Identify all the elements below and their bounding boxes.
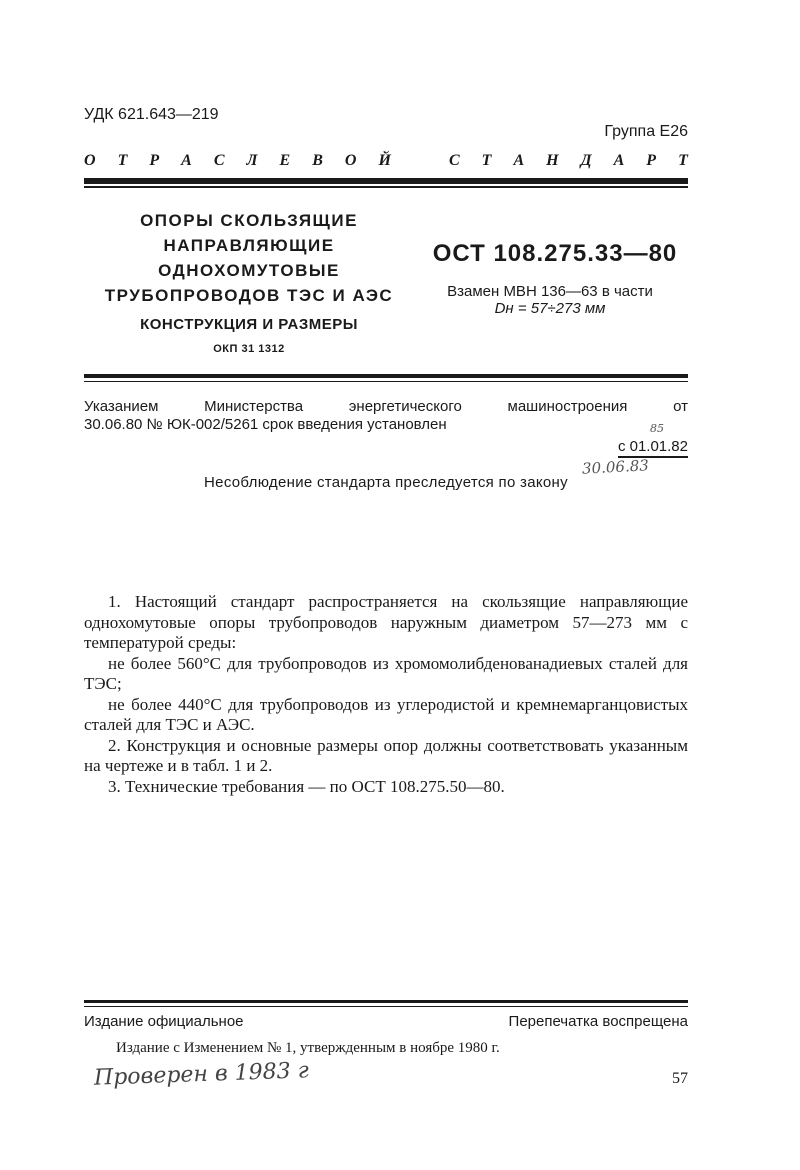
- decree-word: Министерства: [204, 398, 304, 415]
- banner-letter: Й: [378, 152, 391, 169]
- title-rule-thin: [84, 381, 688, 382]
- document-title-block: [84, 208, 414, 362]
- footer-rule-thick: [84, 1000, 688, 1003]
- body-paragraph: не более 560°С для трубопроводов из хромомолибденованадиевых сталей для ТЭС;: [84, 653, 688, 693]
- reprint-prohibited-label: Перепечатка воспрещена: [508, 1013, 688, 1030]
- banner-letter: А: [181, 152, 192, 169]
- banner-letter: Р: [646, 152, 657, 169]
- body-paragraph: 3. Технические требования — по ОСТ 108.275.50—80.: [108, 776, 505, 796]
- handwritten-date-note: 30.06.83: [581, 456, 650, 478]
- banner-gap: [413, 152, 427, 170]
- banner-letter: Е: [279, 152, 291, 169]
- footer-rule-thin: [84, 1006, 688, 1007]
- banner-letter: Т: [117, 152, 128, 169]
- decree-word: Указанием: [84, 398, 159, 415]
- decree-word: машиностроения: [507, 398, 628, 415]
- banner-letter: С: [448, 152, 460, 169]
- banner-letter: Д: [580, 152, 592, 169]
- handwritten-small-note: 85: [650, 422, 664, 435]
- replaces-line: Взамен МВН 136—63 в части: [447, 283, 653, 300]
- title-subtitle: КОНСТРУКЦИЯ И РАЗМЕРЫ: [140, 316, 358, 333]
- standard-number: ОСТ 108.275.33—80: [432, 240, 678, 267]
- title-line: ТРУБОПРОВОДОВ ТЭС И АЭС: [104, 286, 394, 305]
- title-line: ОДНОХОМУТОВЫЕ: [158, 261, 340, 280]
- body-paragraph: не более 440°С для трубопроводов из углеродистой и кремнемарганцовистых сталей для ТЭС и АЭС.: [84, 694, 688, 734]
- group-code: Группа Е26: [604, 123, 688, 140]
- banner-letter: Р: [149, 152, 160, 169]
- body-paragraph: 1. Настоящий стандарт распространяется на скользящие направляющие однохомутовые опоры трубопроводов наружным диаметром 57—273 мм с температурой среды:: [84, 592, 688, 652]
- effective-date: с 01.01.82: [618, 438, 688, 458]
- banner-letter: А: [613, 152, 625, 169]
- title-rule-thick: [84, 374, 688, 378]
- penalty-note: Несоблюдение стандарта преследуется по закону: [204, 474, 568, 491]
- banner-letter: В: [312, 152, 323, 169]
- banner-letter: Т: [678, 152, 688, 169]
- decree-text: [84, 398, 688, 434]
- replaces-line: Dн = 57÷273 мм: [494, 300, 606, 317]
- edition-change-note: Издание с Изменением № 1, утвержденным в ноябре 1980 г.: [116, 1040, 500, 1056]
- decree-word: энергетического: [348, 398, 462, 415]
- body-paragraph: 2. Конструкция и основные размеры опор должны соответствовать указанным на чертеже и в табл. 1 и 2.: [84, 735, 688, 775]
- decree-word: от: [673, 398, 688, 415]
- banner-letter: Л: [246, 152, 258, 169]
- decree-line-1: [84, 398, 688, 416]
- standard-body: [84, 592, 688, 797]
- header-rule-thick: [84, 178, 688, 184]
- banner-letter: О: [344, 152, 357, 169]
- official-edition-label: Издание официальное: [84, 1013, 244, 1030]
- header-rule-thin: [84, 186, 688, 188]
- title-line: НАПРАВЛЯЮЩИЕ: [163, 236, 335, 255]
- udk-code: УДК 621.643—219: [84, 106, 219, 123]
- title-line: ОПОРЫ СКОЛЬЗЯЩИЕ: [140, 211, 358, 230]
- handwritten-verified-note: Проверен в 1983 г: [93, 1058, 310, 1091]
- banner-letter: Н: [546, 152, 559, 169]
- banner-letter: О: [84, 152, 96, 169]
- replaces-note: [420, 283, 680, 317]
- banner-letter: С: [213, 152, 225, 169]
- standard-type-banner: [84, 152, 688, 170]
- page-number: 57: [672, 1070, 688, 1087]
- banner-letter: А: [513, 152, 525, 169]
- decree-line-2: 30.06.80 № ЮК-002/5261 срок введения установлен: [84, 416, 447, 433]
- okp-code: ОКП 31 1312: [213, 343, 285, 355]
- banner-letter: Т: [481, 152, 492, 169]
